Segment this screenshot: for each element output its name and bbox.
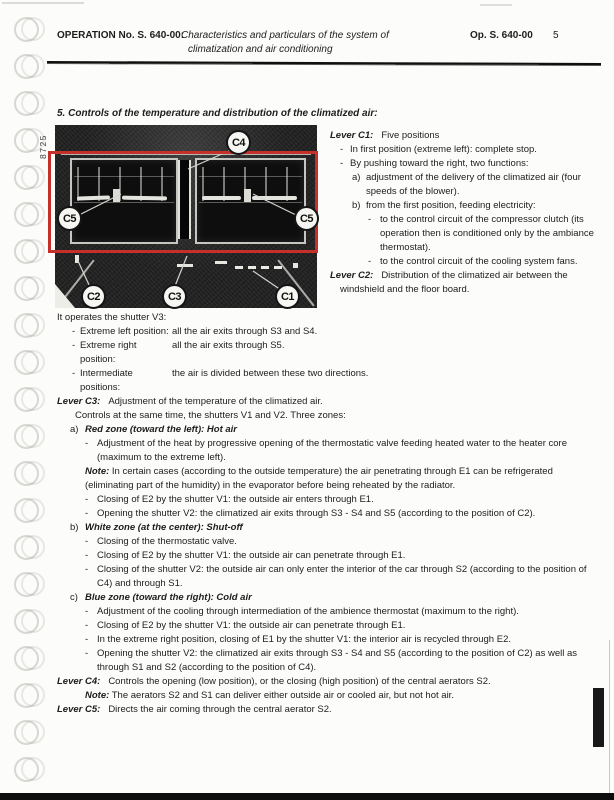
header-title-line2: climatization and air conditioning xyxy=(188,44,333,55)
scan-noise xyxy=(480,4,512,6)
list-item: - Closing of E2 by the shutter V1: the outside air can penetrate through E1. xyxy=(57,549,604,563)
scan-bottom-band xyxy=(0,793,614,800)
thumb-index-tab xyxy=(593,688,604,747)
callout-c2: C2 xyxy=(81,284,106,309)
callout-c5-right: C5 xyxy=(294,206,319,231)
list-item: - Closing of E2 by the shutter V1: the outside air enters through E1. xyxy=(57,493,604,507)
binder-hole xyxy=(14,535,39,560)
binder-hole xyxy=(14,17,39,42)
page-edge-line xyxy=(609,640,610,793)
list-item: - Intermediate positions: the air is divided between these two directions. xyxy=(57,367,604,395)
v3-intro: It operates the shutter V3: xyxy=(57,312,167,323)
binder-hole xyxy=(14,54,39,79)
dashboard-figure xyxy=(38,125,317,308)
lever-c5-label: Lever C5: xyxy=(57,704,101,715)
binder-hole xyxy=(14,498,39,523)
binder-hole xyxy=(14,424,39,449)
list-item: - Closing of E2 by the shutter V1: the outside air can penetrate through E1. xyxy=(57,619,604,633)
callout-c3: C3 xyxy=(162,284,187,309)
red-highlight-box xyxy=(48,151,318,253)
binder-hole xyxy=(14,350,39,375)
body-text xyxy=(57,311,604,717)
binder-hole xyxy=(14,720,39,745)
list-item: - Extreme left position: all the air exits through S3 and S4. xyxy=(57,325,604,339)
lever-c4-heading: Lever C4: Controls the opening (low position), or the closing (high position) of the central aerators S2. xyxy=(57,676,491,687)
note: Note: In certain cases (according to the outside temperature) the air penetrating through E1 can be refrigerated (eliminating part of the humidity) in the evaporator before being reheated by the radiator. xyxy=(85,466,553,491)
callout-c4: C4 xyxy=(226,130,251,155)
list-item: b) from the first position, feeding electricity: xyxy=(352,200,536,211)
list-item: - Adjustment of the heat by progressive opening of the thermostatic valve feeding heated water to the heater core (maximum to the extreme left). xyxy=(57,437,604,465)
callout-c1: C1 xyxy=(275,284,300,309)
header-operation-label: OPERATION No. S. 640-00: xyxy=(57,30,185,41)
list-item: - Closing of the shutter V2: the outside air can only enter the interior of the car through S2 (according to the position of C4) and through S1. xyxy=(57,563,604,591)
lever-c1-heading: Lever C1: Five positions xyxy=(330,130,440,141)
note: Note: The aerators S2 and S1 can deliver either outside air or cooled air, but not hot air. xyxy=(85,690,454,701)
binder-hole xyxy=(14,609,39,634)
list-item: - to the control circuit of the cooling system fans. xyxy=(330,255,603,269)
binder-hole xyxy=(14,646,39,671)
binder-hole xyxy=(14,91,39,116)
header-op-ref: Op. S. 640-00 xyxy=(470,30,533,41)
binder-hole xyxy=(14,461,39,486)
list-item: - Opening the shutter V2: the climatized air exits through S3 - S4 and S5 (according to the position of C2) as well as through S1 and S2 (according to the position of C4). xyxy=(57,647,604,675)
binder-hole xyxy=(14,313,39,338)
binder-hole xyxy=(14,683,39,708)
list-item: - In first position (extreme left): complete stop. xyxy=(330,143,603,157)
lever-c2-label: Lever C2: xyxy=(330,270,374,281)
binder-hole xyxy=(14,757,39,782)
binder-hole xyxy=(14,387,39,412)
header-title-line1: Characteristics and particulars of the system of xyxy=(181,30,389,41)
lever-c4-label: Lever C4: xyxy=(57,676,101,687)
list-item: a) adjustment of the delivery of the climatized air (four speeds of the blower). xyxy=(352,172,581,197)
lever-c3-subline: Controls at the same time, the shutters V1 and V2. Three zones: xyxy=(75,410,346,421)
lever-c3-label: Lever C3: xyxy=(57,396,101,407)
lever-c1-c2-column xyxy=(330,127,603,297)
scan-noise xyxy=(2,2,84,4)
list-item: - to the control circuit of the compressor clutch (its operation then is conditioned only by the ambiance thermostat). xyxy=(330,213,603,255)
header-title xyxy=(181,29,389,57)
list-item: - In the extreme right position, closing of E1 by the shutter V1: the interior air is recycled through E2. xyxy=(57,633,604,647)
header-rule xyxy=(47,61,601,66)
binder-hole xyxy=(14,128,39,153)
list-item: - Extreme right position: all the air exits through S5. xyxy=(57,339,604,367)
page-number: 5 xyxy=(553,30,559,41)
binder-hole xyxy=(14,239,39,264)
zone-c-title: c) Blue zone (toward the right): Cold air xyxy=(70,592,252,603)
list-item: - By pushing toward the right, two functions: xyxy=(330,157,603,171)
lever-c5-heading: Lever C5: Directs the air coming through the central aerator S2. xyxy=(57,704,332,715)
list-item: - Opening the shutter V2: the climatized air exits through S3 - S4 and S5 (according to the position of C2). xyxy=(57,507,604,521)
list-item: - Adjustment of the cooling through intermediation of the ambience thermostat (maximum to the right). xyxy=(57,605,604,619)
section-title: 5. Controls of the temperature and distribution of the climatized air: xyxy=(57,108,378,119)
lever-c1-label: Lever C1: xyxy=(330,130,374,141)
zone-b-title: b) White zone (at the center): Shut-off xyxy=(70,522,243,533)
callout-c5-left: C5 xyxy=(57,206,82,231)
binder-hole xyxy=(14,276,39,301)
binder-hole xyxy=(14,165,39,190)
zone-a-title: a) Red zone (toward the left): Hot air xyxy=(70,424,237,435)
lever-c3-heading: Lever C3: Adjustment of the temperature of the climatized air. xyxy=(57,396,323,407)
lever-c2-heading: Lever C2: Distribution of the climatized air between the windshield and the floor board. xyxy=(330,270,568,295)
binder-hole xyxy=(14,572,39,597)
photo-reference-number: 8725 xyxy=(38,134,48,159)
binder-hole xyxy=(14,202,39,227)
list-item: - Closing of the thermostatic valve. xyxy=(57,535,604,549)
